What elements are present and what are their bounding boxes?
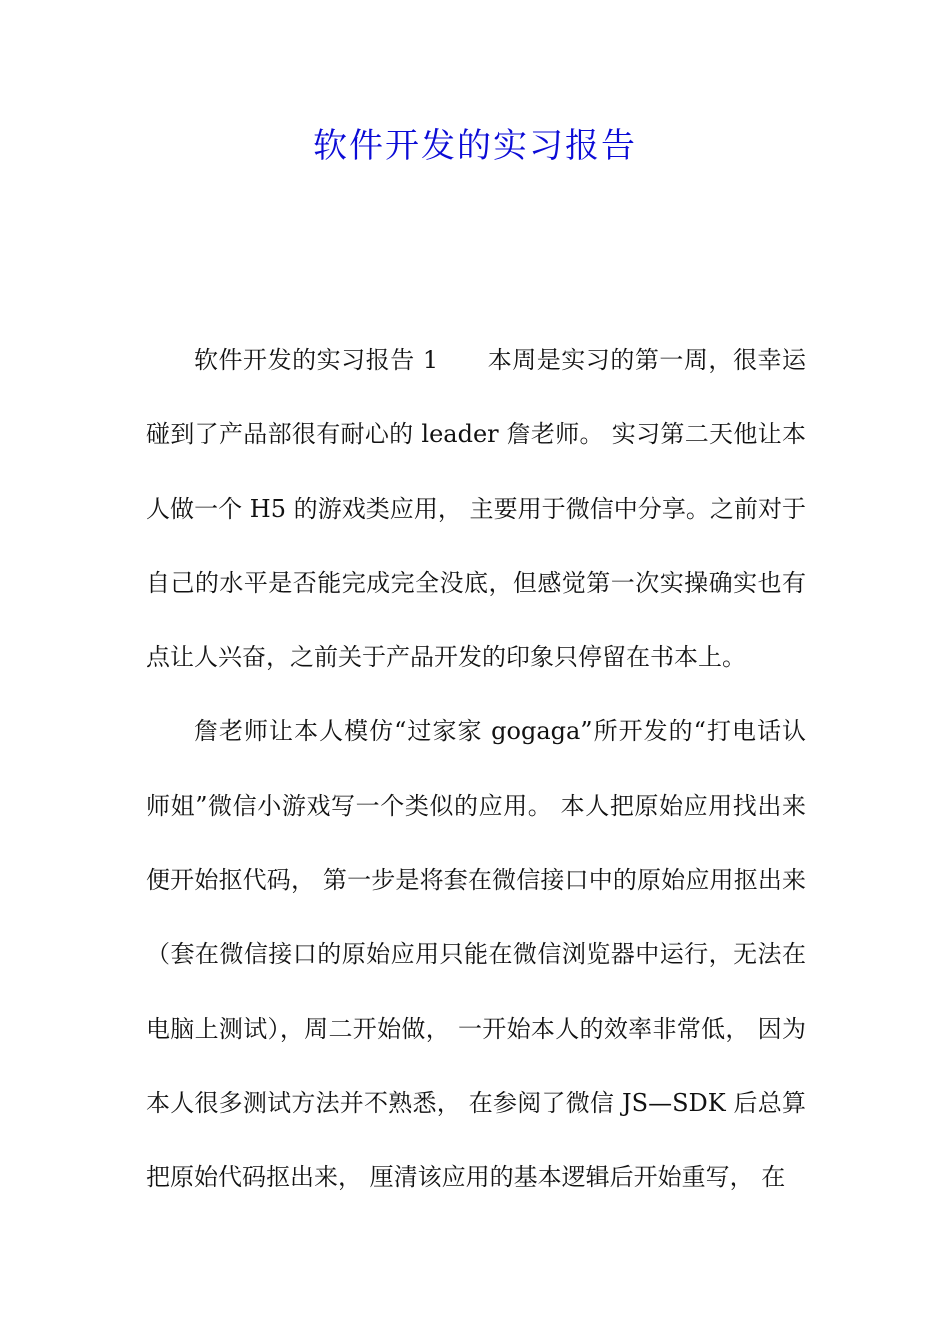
paragraph-1: 软件开发的实习报告 1 本周是实习的第一周，很幸运碰到了产品部很有耐心的 leader 詹老师。 实习第二天他让本人做一个 H5 的游戏类应用， 主要用于微信中分享。之前对于自己的水平是否能完成完全没底，但感觉第一次实操确实也有点让人兴奋，之前关于产品开发的印象只停留在书本上。 — [146, 346, 806, 672]
document-title: 软件开发的实习报告 — [313, 126, 637, 166]
paragraph-2: 詹老师让本人模仿“过家家 gogaga”所开发的“打电话认师姐”微信小游戏写一个类似的应用。 本人把原始应用找出来便开始抠代码， 第一步是将套在微信接口中的原始应用抠出来（套在微信接口的原始应用只能在微信浏览器中运行，无法在电脑上测试），周二开始做， 一开始本人的效率非常低， 因为本人很多测试方法并不熟悉， 在参阅了微信 JS—SDK 后总算把原始代码抠出来， 厘清该应用的基本逻辑后开始重写， 在 — [146, 717, 806, 1192]
document-body — [146, 323, 806, 1215]
